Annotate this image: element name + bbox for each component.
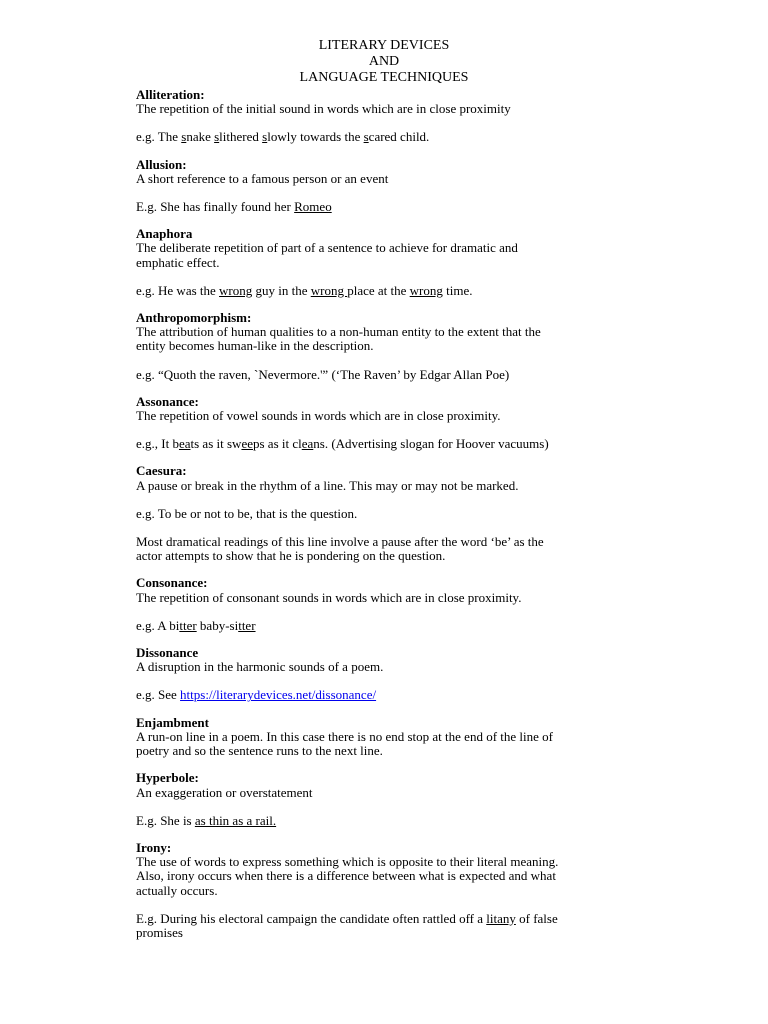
term-heading: Allusion: xyxy=(136,156,187,172)
definition: A disruption in the harmonic sounds of a poem. xyxy=(136,659,384,675)
definition: A run-on line in a poem. In this case there is no end stop at the end of the line of poetry and so the sentence runs to the next line. xyxy=(136,728,553,759)
dissonance-link[interactable]: https://literarydevices.net/dissonance/ xyxy=(180,687,377,703)
entry-anaphora xyxy=(136,227,636,298)
definition: A short reference to a famous person or an event xyxy=(136,170,389,186)
example: E.g. During his electoral campaign the candidate often rattled off a litany of false promises xyxy=(136,910,558,940)
example: e.g. To be or not to be, that is the question. xyxy=(136,505,358,521)
entry-consonance xyxy=(136,576,636,633)
example: e.g. See https://literarydevices.net/dissonance/ xyxy=(136,687,377,703)
term-heading: Enjambment xyxy=(136,714,209,730)
definition: The attribution of human qualities to a non-human entity to the extent that the entity becomes human-like in the description. xyxy=(136,324,541,354)
definition: A pause or break in the rhythm of a line. This may or may not be marked. xyxy=(136,477,519,493)
explanatory-note: Most dramatical readings of this line involve a pause after the word ‘be’ as the actor attempts to show that he is pondering on the question. xyxy=(136,534,544,564)
entry-hyperbole xyxy=(136,771,636,828)
term-heading: Anaphora xyxy=(136,226,193,242)
definition: The repetition of consonant sounds in words which are in close proximity. xyxy=(136,589,522,605)
term-heading: Hyperbole: xyxy=(136,770,199,786)
title-line-1: LITERARY DEVICES xyxy=(318,38,450,53)
document-title xyxy=(136,38,632,86)
example: e.g. A bitter baby-sitter xyxy=(136,617,256,633)
document-page xyxy=(136,38,636,953)
example: e.g. He was the wrong guy in the wrong place at the wrong time. xyxy=(136,282,473,298)
term-heading: Assonance: xyxy=(136,393,199,409)
term-heading: Anthropomorphism: xyxy=(136,310,252,326)
example: E.g. She has finally found her Romeo xyxy=(136,199,332,215)
title-line-2: AND xyxy=(368,54,400,69)
entry-enjambment xyxy=(136,716,636,759)
term-heading: Caesura: xyxy=(136,463,187,479)
entry-assonance xyxy=(136,395,636,452)
term-heading: Alliteration: xyxy=(136,87,205,102)
definition: The deliberate repetition of part of a sentence to achieve for dramatic and emphatic effect. xyxy=(136,240,518,270)
title-line-3: LANGUAGE TECHNIQUES xyxy=(299,70,469,85)
entry-alliteration xyxy=(136,88,636,145)
example: e.g. “Quoth the raven, `Nevermore.'” (‘The Raven’ by Edgar Allan Poe) xyxy=(136,366,510,382)
definition: An exaggeration or overstatement xyxy=(136,784,313,800)
entry-allusion xyxy=(136,158,636,215)
term-heading: Irony: xyxy=(136,839,172,855)
term-heading: Dissonance xyxy=(136,645,199,661)
entry-dissonance xyxy=(136,646,636,703)
definition: The repetition of vowel sounds in words which are in close proximity. xyxy=(136,408,501,424)
term-heading: Consonance: xyxy=(136,575,208,591)
entry-anthropomorphism xyxy=(136,311,636,382)
example: e.g., It beats as it sweeps as it cleans. (Advertising slogan for Hoover vacuums) xyxy=(136,436,549,452)
example: e.g. The snake slithered slowly towards the scared child. xyxy=(136,129,430,145)
entry-caesura xyxy=(136,464,636,563)
definition: The use of words to express something which is opposite to their literal meaning. Also, irony occurs when there is a difference between what is expected and what actually occurs. xyxy=(136,854,559,898)
entry-irony xyxy=(136,841,636,940)
definition: The repetition of the initial sound in words which are in close proximity xyxy=(136,101,511,117)
example: E.g. She is as thin as a rail. xyxy=(136,812,277,828)
